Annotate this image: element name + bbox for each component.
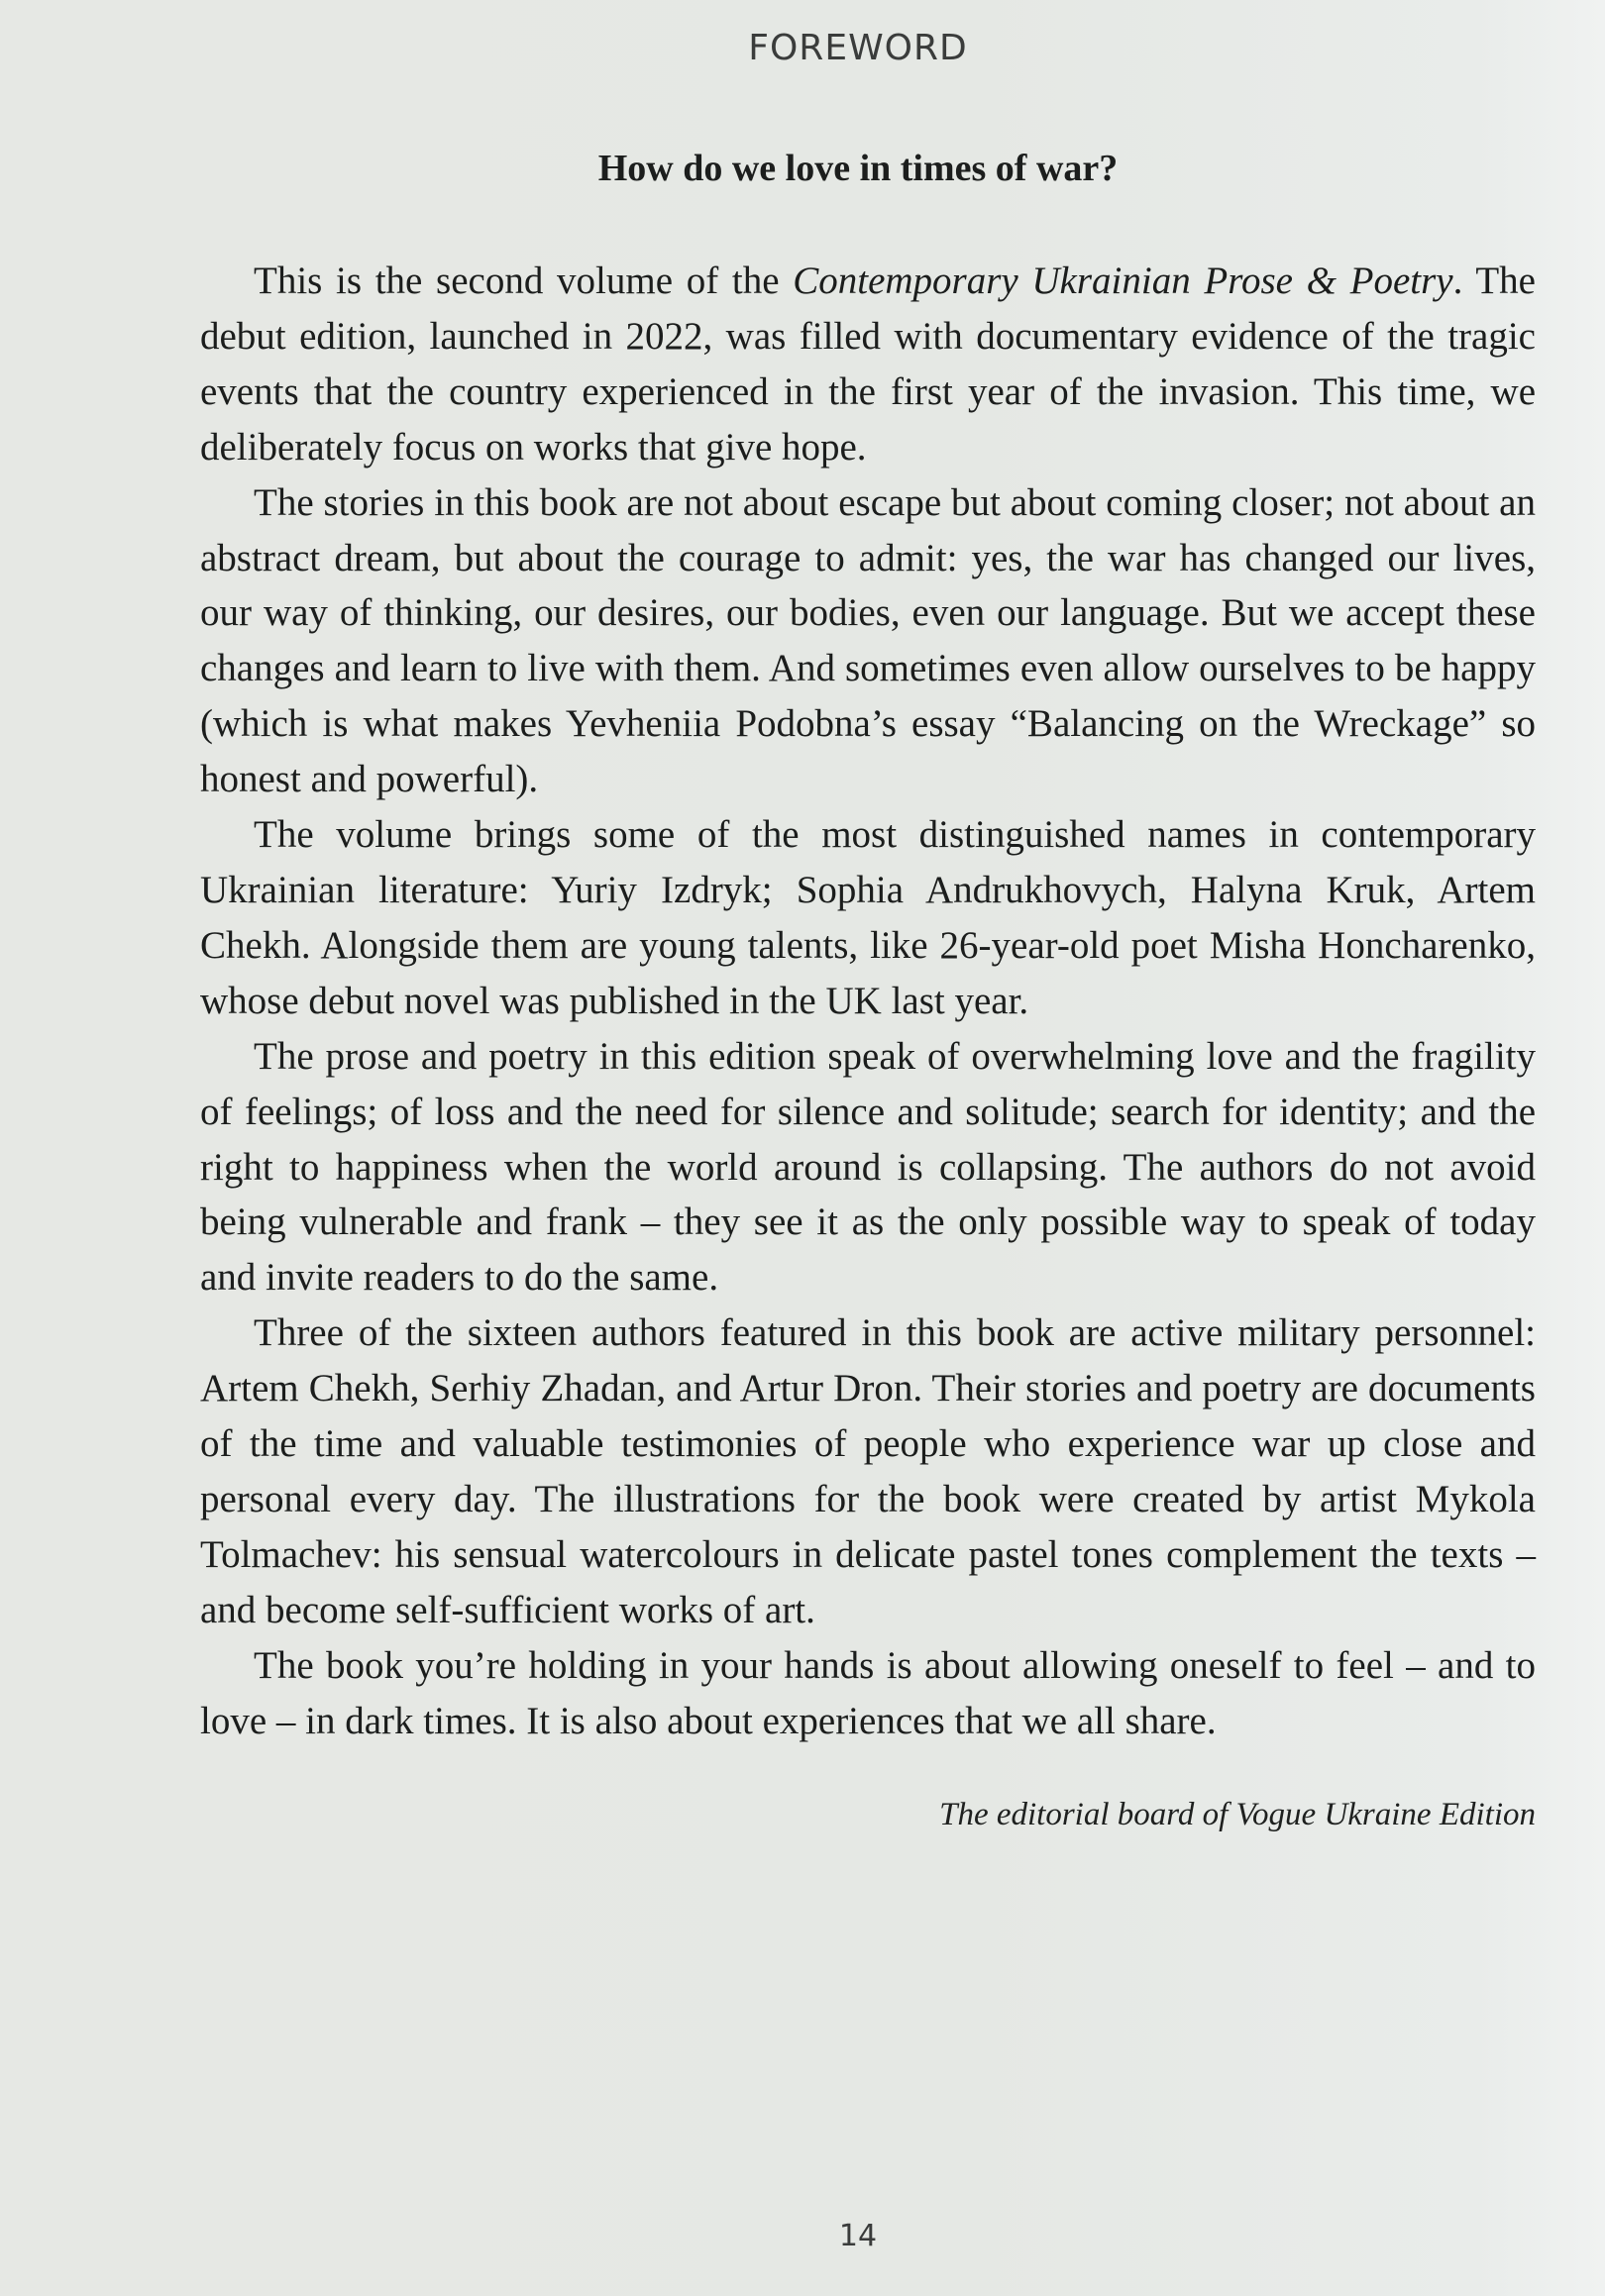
paragraph-1-rest: . The debut edition, launched in 2022, was filled with documentary evidence of the tragic events that the country experienced in the first year of the invasion. This time, we deliberately focus on works that give hope. xyxy=(200,260,1536,469)
paragraph-2: The stories in this book are not about escape but about coming closer; not about an abstract dream, but about the courage to admit: yes, the war has changed our lives, our way of thinking, our desires, our bodies, even our language. But we accept these changes and learn to live with them. And sometimes even allow ourselves to be happy (which is what makes Yevheniia Podobna’s essay “Balancing on the Wreckage” so honest and powerful). xyxy=(200,480,1536,801)
section-label: FOREWORD xyxy=(748,28,968,68)
editorial-signature: The editorial board of Vogue Ukraine Edition xyxy=(939,1797,1536,1832)
foreword-heading: How do we love in times of war? xyxy=(597,148,1119,189)
book-title: Contemporary Ukrainian Prose & Poetry xyxy=(793,260,1453,302)
paragraph-3: The volume brings some of the most distinguished names in contemporary Ukrainian literature: Yuriy Izdryk; Sophia Andrukhovych, Halyna Kruk, Artem Chekh. Alongside them are young talents, like 26-year-old poet Misha Honcharenko, whose debut novel was published in the UK last year. xyxy=(200,813,1536,1022)
foreword-body xyxy=(200,254,1536,1748)
paragraph-1 xyxy=(200,254,1536,475)
paragraph-6: The book you’re holding in your hands is about allowing oneself to feel – and to love – in dark times. It is also about experiences that we all share. xyxy=(200,1643,1536,1742)
page-number: 14 xyxy=(838,2219,878,2253)
paragraph-4: The prose and poetry in this edition speak of overwhelming love and the fragility of feelings; of loss and the need for silence and solitude; search for identity; and the right to happiness when the world around is collapsing. The authors do not avoid being vulnerable and frank – they see it as the only possible way to speak of today and invite readers to do the same. xyxy=(200,1034,1536,1300)
paragraph-1-lead: This is the second volume of the xyxy=(254,260,794,302)
paragraph-5: Three of the sixteen authors featured in this book are active military personnel: Artem Chekh, Serhiy Zhadan, and Artur Dron. Their stories and poetry are documents of the time and valuable testimonies of people who experience war up close and personal every day. The illustrations for the book were created by artist Mykola Tolmachev: his sensual watercolours in delicate pastel tones complement the texts – and become self-sufficient works of art. xyxy=(200,1311,1536,1631)
